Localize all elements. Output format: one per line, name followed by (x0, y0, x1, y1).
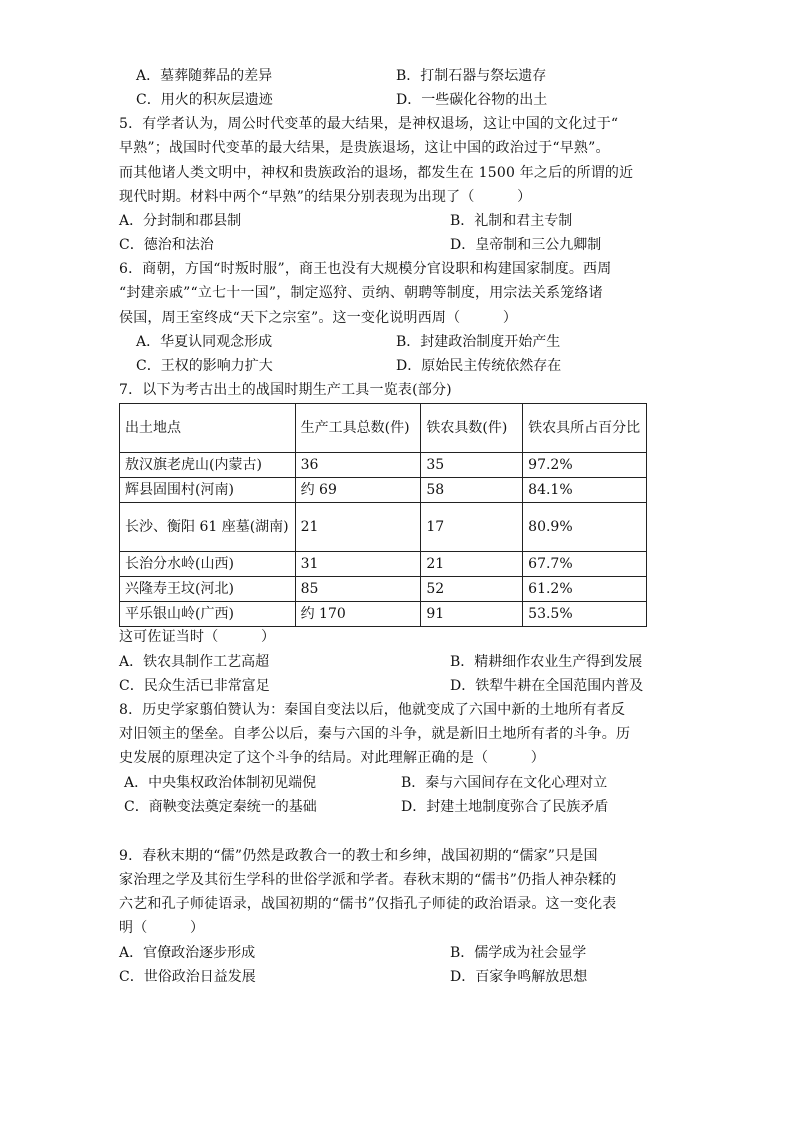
table-cell: 80.9% (523, 503, 647, 552)
table-cell: 36 (295, 453, 421, 478)
table-cell: 84.1% (523, 478, 647, 503)
table-cell: 97.2% (523, 453, 647, 478)
q6-option-d: D．原始民主传统依然存在 (396, 358, 562, 374)
q5-option-b: B．礼制和君主专制 (450, 213, 573, 229)
table-cell: 长沙、衡阳 61 座墓(湖南) (120, 503, 296, 552)
q9-option-a: A．官僚政治逐步形成 (119, 945, 256, 961)
q6-option-b: B．封建政治制度开始产生 (396, 334, 561, 350)
table-row (120, 478, 647, 503)
q6-option-c: C．王权的影响力扩大 (136, 358, 273, 374)
table-header-cell: 出土地点 (120, 404, 296, 453)
q4-option-a: A．墓葬随葬品的差异 (136, 68, 273, 84)
table-cell: 平乐银山岭(广西) (120, 602, 296, 627)
q9-stem-line: 六艺和孔子师徒语录，战国初期的“儒书”仅指孔子师徒的政治语录。这一变化表 (119, 896, 617, 912)
q8-option-a: A．中央集权政治体制初见端倪 (124, 775, 317, 791)
q9-stem-line: 明（ ） (119, 920, 205, 936)
q4-option-b: B．打制石器与祭坛遗存 (396, 68, 547, 84)
q7-stem: 这可佐证当时（ ） (119, 629, 276, 645)
table-header-cell: 生产工具总数(件) (295, 404, 421, 453)
q8-option-d: D．封建土地制度弥合了民族矛盾 (401, 799, 609, 815)
table-cell: 敖汉旗老虎山(内蒙古) (120, 453, 296, 478)
table-cell: 85 (295, 577, 421, 602)
table-cell: 52 (421, 577, 523, 602)
q6-option-a: A．华夏认同观念形成 (136, 334, 273, 350)
q5-stem-line: 现代时期。材料中两个“早熟”的结果分别表现为出现了（ ） (119, 189, 532, 205)
table-cell: 约 69 (295, 478, 421, 503)
q5-option-c: C．德治和法治 (119, 237, 214, 253)
q6-stem-line: 侯国，周王室终成“天下之宗室”。这一变化说明西周（ ） (119, 310, 518, 326)
q7-option-b: B．精耕细作农业生产得到发展 (450, 654, 643, 670)
table-cell: 67.7% (523, 552, 647, 577)
q9-option-b: B．儒学成为社会显学 (450, 945, 587, 961)
table-header-cell: 铁农具数(件) (421, 404, 523, 453)
table-header-cell: 铁农具所占百分比 (523, 404, 647, 453)
table-row (120, 577, 647, 602)
table-row (120, 453, 647, 478)
q7-option-d: D．铁犁牛耕在全国范围内普及 (450, 678, 644, 694)
q8-stem-line: 对旧领主的堡垒。自孝公以后，秦与六国的斗争，就是新旧土地所有者的斗争。历 (119, 726, 631, 742)
q5-option-a: A．分封制和郡县制 (119, 213, 242, 229)
q5-stem-line: 早熟”；战国时代变革的最大结果，是贵族退场，这让中国的政治过于“早熟”。 (119, 140, 610, 156)
table-cell: 21 (295, 503, 421, 552)
q9-option-c: C．世俗政治日益发展 (119, 969, 256, 985)
q9-stem-line: 9．春秋末期的“儒”仍然是政教合一的教士和乡绅，战国初期的“儒家”只是国 (119, 848, 598, 864)
table-row (120, 602, 647, 627)
table-cell: 17 (421, 503, 523, 552)
table-cell: 辉县固围村(河南) (120, 478, 296, 503)
table-header-row (120, 404, 647, 453)
q7-option-c: C．民众生活已非常富足 (119, 678, 270, 694)
q8-option-b: B．秦与六国间存在文化心理对立 (401, 775, 608, 791)
table-cell: 约 170 (295, 602, 421, 627)
table-cell: 兴隆寿王坟(河北) (120, 577, 296, 602)
table-row (120, 503, 647, 552)
tools-table (119, 403, 647, 627)
table-cell: 21 (421, 552, 523, 577)
table-cell: 53.5% (523, 602, 647, 627)
table-row (120, 552, 647, 577)
table-cell: 35 (421, 453, 523, 478)
q4-option-d: D．一些碳化谷物的出土 (396, 92, 548, 108)
q7-option-a: A．铁农具制作工艺高超 (119, 654, 270, 670)
q6-stem-line: “封建亲戚”“立七十一国”，制定巡狩、贡纳、朝聘等制度，用宗法关系笼络诸 (119, 285, 603, 301)
q9-stem-line: 家治理之学及其衍生学科的世俗学派和学者。春秋末期的“儒书”仍指人神杂糅的 (119, 872, 617, 888)
table-cell: 长治分水岭(山西) (120, 552, 296, 577)
table-cell: 31 (295, 552, 421, 577)
table-cell: 58 (421, 478, 523, 503)
table-cell: 61.2% (523, 577, 647, 602)
q5-stem-line: 而其他诸人类文明中，神权和贵族政治的退场，都发生在 1500 年之后的所谓的近 (119, 165, 634, 181)
table-cell: 91 (421, 602, 523, 627)
q8-stem-line: 史发展的原理决定了这个斗争的结局。对此理解正确的是（ ） (119, 750, 545, 766)
q5-option-d: D．皇帝制和三公九卿制 (450, 237, 602, 253)
q8-option-c: C．商鞅变法奠定秦统一的基础 (124, 799, 317, 815)
q9-option-d: D．百家争鸣解放思想 (450, 969, 588, 985)
q5-stem-line: 5．有学者认为，周公时代变革的最大结果，是神权退场，这让中国的文化过于“ (119, 116, 619, 132)
q7-intro: 7．以下为考古出土的战国时期生产工具一览表(部分) (119, 382, 452, 398)
q4-option-c: C．用火的积灰层遗迹 (136, 92, 273, 108)
q8-stem-line: 8．历史学家翦伯赞认为：秦国自变法以后，他就变成了六国中新的土地所有者反 (119, 702, 626, 718)
q6-stem-line: 6．商朝，方国“时叛时服”，商王也没有大规模分官设职和构建国家制度。西周 (119, 261, 612, 277)
